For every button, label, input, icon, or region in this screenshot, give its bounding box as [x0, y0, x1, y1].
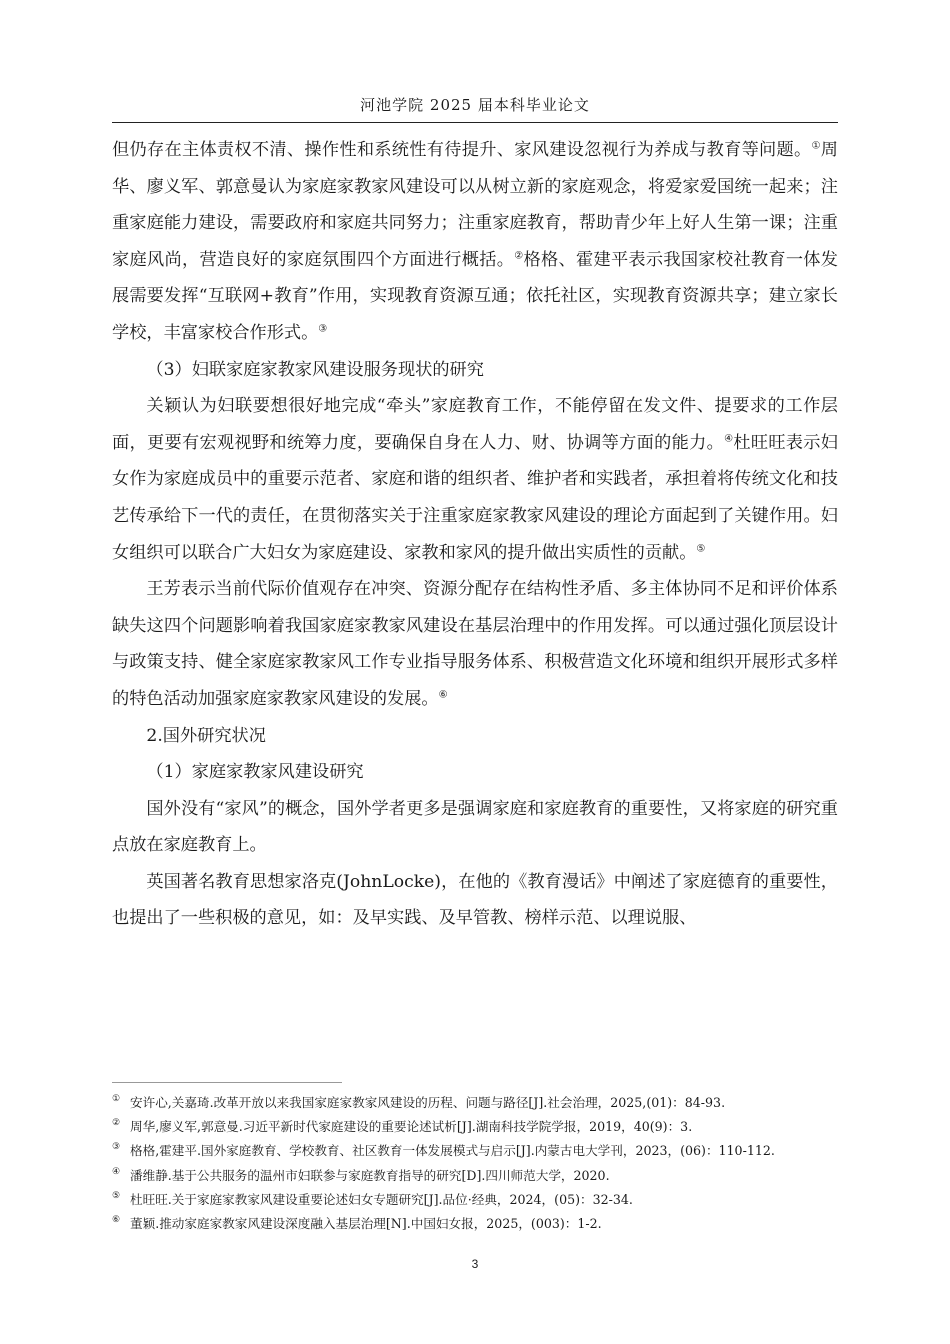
paragraph-text: 关颖认为妇联要想很好地完成“牵头”家庭教育工作，不能停留在发文件、提要求的工作层面，更要有宏观视野和统筹力度，要确保自身在人力、财、协调等方面的能力。 — [112, 396, 838, 453]
footnote-text: 安许心,关嘉琦.改革开放以来我国家庭家教家风建设的历程、问题与路径[J].社会治理，2025,(01)：84-93. — [130, 1095, 726, 1110]
section-heading: （3）妇联家庭家教家风建设服务现状的研究 — [146, 359, 484, 380]
footnote-text: 格格,霍建平.国外家庭教育、学校教育、社区教育一体发展模式与启示[J].内蒙古电大学刊，2023，(06)：110-112. — [130, 1143, 775, 1159]
footnote-text: 潘维静.基于公共服务的温州市妇联参与家庭教育指导的研究[D].四川师范大学，2020. — [130, 1167, 610, 1183]
footnote-mark: ① — [112, 1094, 121, 1104]
paragraph-2 — [112, 388, 838, 571]
footnote-ref[interactable]: ⑥ — [438, 689, 448, 701]
footnote-item — [112, 1091, 872, 1115]
footnote-ref[interactable]: ② — [514, 250, 524, 262]
footnote-ref[interactable]: ① — [811, 140, 821, 152]
footnotes — [112, 1091, 872, 1236]
paragraph-1 — [112, 132, 838, 352]
footnote-text: 董颖.推动家庭家教家风建设深度融入基层治理[N].中国妇女报，2025，(003)：1-2. — [130, 1216, 602, 1232]
subsection-heading: （1）家庭家教家风建设研究 — [146, 762, 364, 783]
section-heading: 2.国外研究状况 — [146, 725, 266, 746]
footnote-ref[interactable]: ④ — [724, 433, 734, 445]
paragraph-text: 王芳表示当前代际价值观存在冲突、资源分配存在结构性矛盾、多主体协同不足和评价体系缺失这四个问题影响着我国家庭家教家风建设在基层治理中的作用发挥。可以通过强化顶层设计与政策支持、健全家庭家教家风工作专业指导服务体系、积极营造文化环境和组织开展形式多样的特色活动加强家庭家教家风建设的发展。 — [112, 579, 838, 709]
footnote-text: 杜旺旺.关于家庭家教家风建设重要论述妇女专题研究[J].品位·经典，2024，(05)：32-34. — [130, 1191, 633, 1207]
footnote-mark: ② — [112, 1118, 121, 1129]
footnote-mark: ④ — [112, 1166, 121, 1177]
paragraph-text: 但仍存在主体责权不清、操作性和系统性有待提升、家风建设忽视行为养成与教育等问题。 — [112, 140, 812, 160]
footnote-item — [112, 1188, 872, 1212]
footnote-ref[interactable]: ③ — [318, 323, 328, 335]
paragraph-text: 周华、廖义军、郭意曼认为家庭家教家风建设可以从树立新的家庭观念，将爱家爱国统一起来；注重家庭能力建设，需要政府和家庭共同努力；注重家庭教育，帮助青少年上好人生第一课；注重家庭风尚，营造良好的家庭氛围四个方面进行概括。 — [112, 140, 838, 270]
paragraph-3 — [112, 571, 838, 717]
paragraph-4: 国外没有“家风”的概念，国外学者更多是强调家庭和家庭教育的重要性，又将家庭的研究重点放在家庭教育上。 — [112, 798, 838, 856]
header-divider — [112, 122, 838, 123]
footnote-ref[interactable]: ⑤ — [696, 542, 706, 554]
footnote-text: 周华,廖义军,郭意曼.习近平新时代家庭建设的重要论述试析[J].湖南科技学院学报，2019，40(9)：3. — [130, 1119, 693, 1135]
footnote-item — [112, 1139, 872, 1163]
footnote-mark: ③ — [112, 1142, 121, 1153]
footnote-mark: ⑤ — [112, 1190, 121, 1201]
footnote-divider — [112, 1082, 342, 1083]
footnote-item — [112, 1164, 872, 1188]
footnote-mark: ⑥ — [112, 1215, 121, 1226]
footnote-item — [112, 1212, 872, 1236]
paragraph-text: 格格、霍建平表示我国家校社教育一体发展需要发挥“互联网+教育”作用，实现教育资源互通；依托社区，实现教育资源共享；建立家长学校，丰富家校合作形式。 — [112, 249, 838, 343]
page-header: 河池学院 2025 届本科毕业论文 — [360, 96, 590, 114]
footnote-item — [112, 1115, 872, 1139]
paragraph-text: 杜旺旺表示妇女作为家庭成员中的重要示范者、家庭和谐的组织者、维护者和实践者，承担着将传统文化和技艺传承给下一代的责任，在贯彻落实关于注重家庭家教家风建设的理论方面起到了关键作用。妇女组织可以联合广大妇女为家庭建设、家教和家风的提升做出实质性的贡献。 — [112, 432, 838, 563]
main-body — [112, 132, 838, 937]
paragraph-5: 英国著名教育思想家洛克(JohnLocke)，在他的《教育漫话》中阐述了家庭德育的重要性，也提出了一些积极的意见，如：及早实践、及早管教、榜样示范、以理说服、 — [112, 871, 838, 929]
page-number: 3 — [471, 1257, 479, 1271]
